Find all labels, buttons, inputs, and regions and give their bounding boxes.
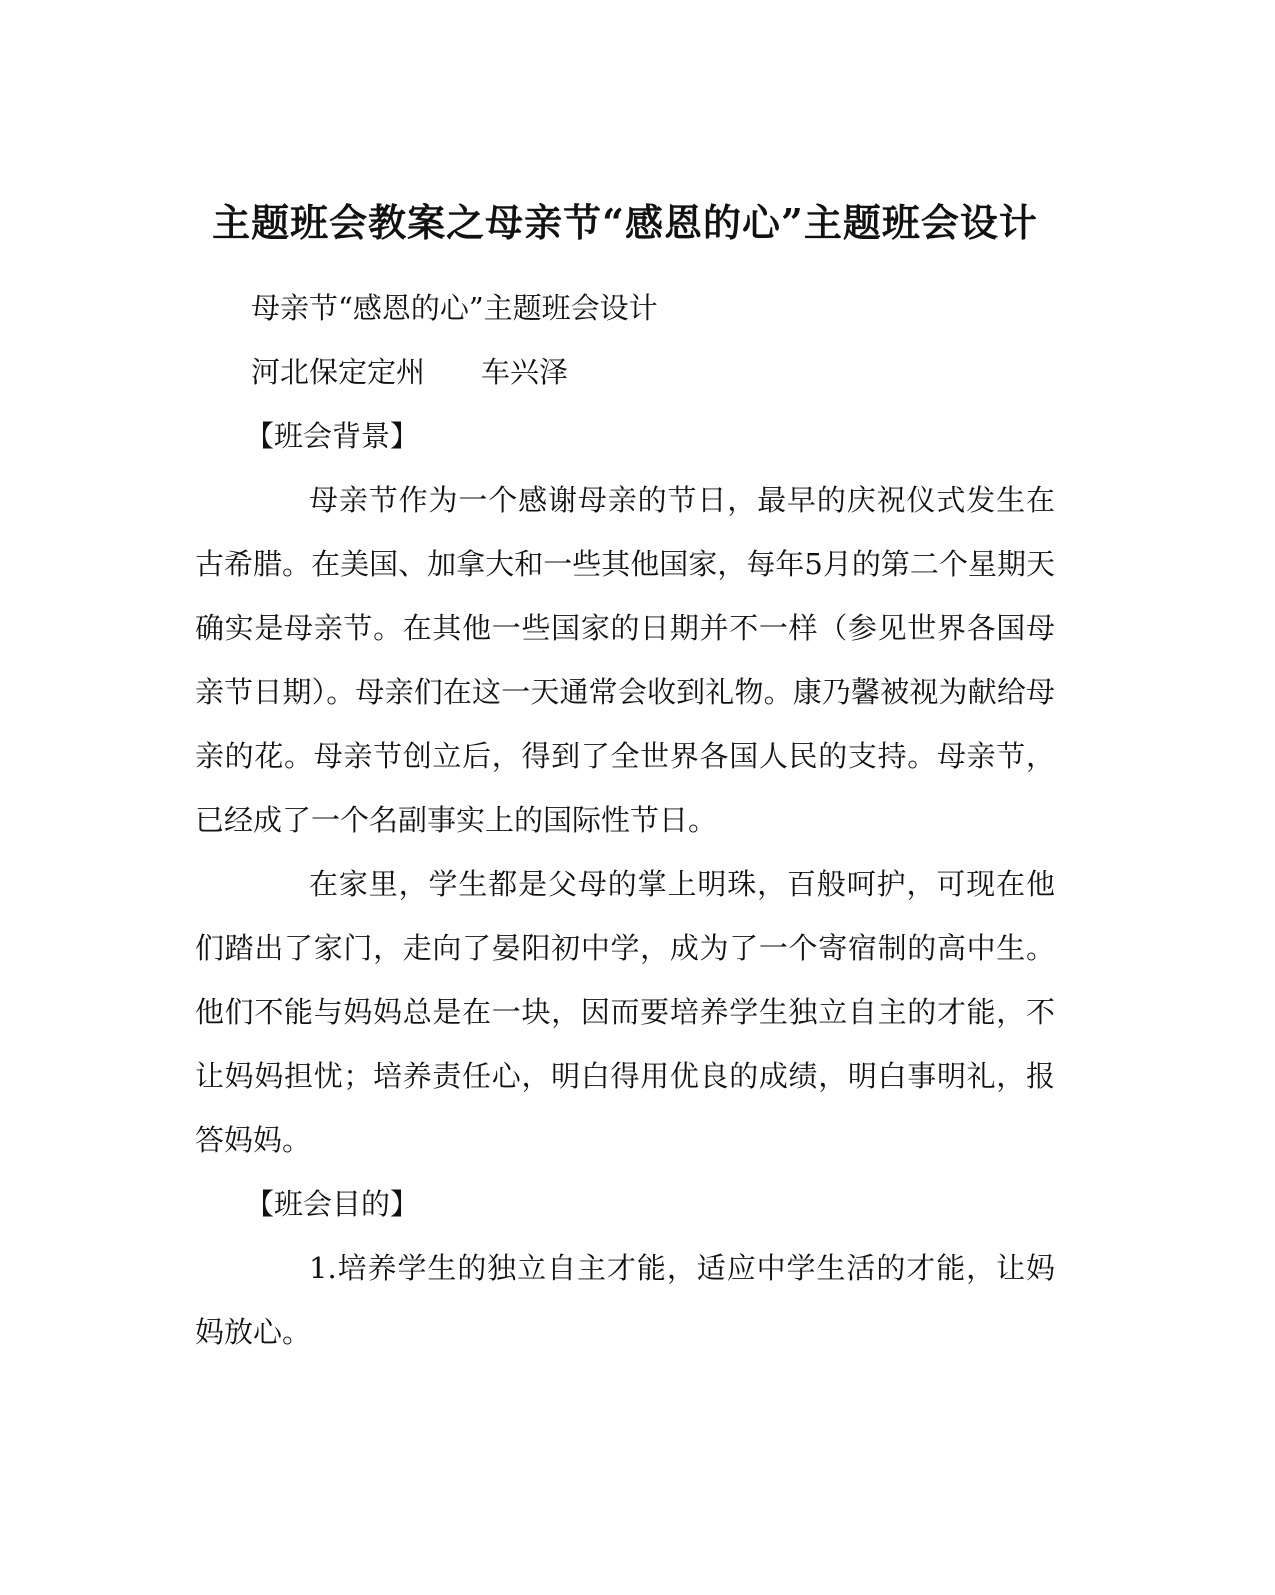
author-location: 河北保定定州 xyxy=(251,355,426,389)
section-heading-background: 【班会背景】 xyxy=(245,419,420,453)
author-name: 车兴泽 xyxy=(481,355,569,389)
paragraph: 母亲节作为一个感谢母亲的节日，最早的庆祝仪式发生在古希腊。在美国、加拿大和一些其他国家，每年5月的第二个星期天确实是母亲节。在其他一些国家的日期并不一样（参见世界各国母亲节日期）。母亲们在这一天通常会收到礼物。康乃馨被视为献给母亲的花。母亲节创立后，得到了全世界各国人民的支持。母亲节，已经成了一个名副事实上的国际性节日。 xyxy=(195,483,1055,837)
page-title: 主题班会教案之母亲节“感恩的心”主题班会设计 xyxy=(212,200,1038,246)
subtitle: 母亲节“感恩的心”主题班会设计 xyxy=(251,291,658,325)
goal-item: 1.培养学生的独立自主才能，适应中学生活的才能，让妈妈放心。 xyxy=(195,1251,1055,1349)
paragraph: 在家里，学生都是父母的掌上明珠，百般呵护，可现在他们踏出了家门，走向了晏阳初中学，成为了一个寄宿制的高中生。他们不能与妈妈总是在一块，因而要培养学生独立自主的才能，不让妈妈担忧；培养责任心，明白得用优良的成绩，明白事明礼，报答妈妈。 xyxy=(195,867,1055,1157)
author-line xyxy=(195,340,1055,404)
document-body xyxy=(195,276,1055,1364)
section-heading-goal: 【班会目的】 xyxy=(245,1187,420,1221)
